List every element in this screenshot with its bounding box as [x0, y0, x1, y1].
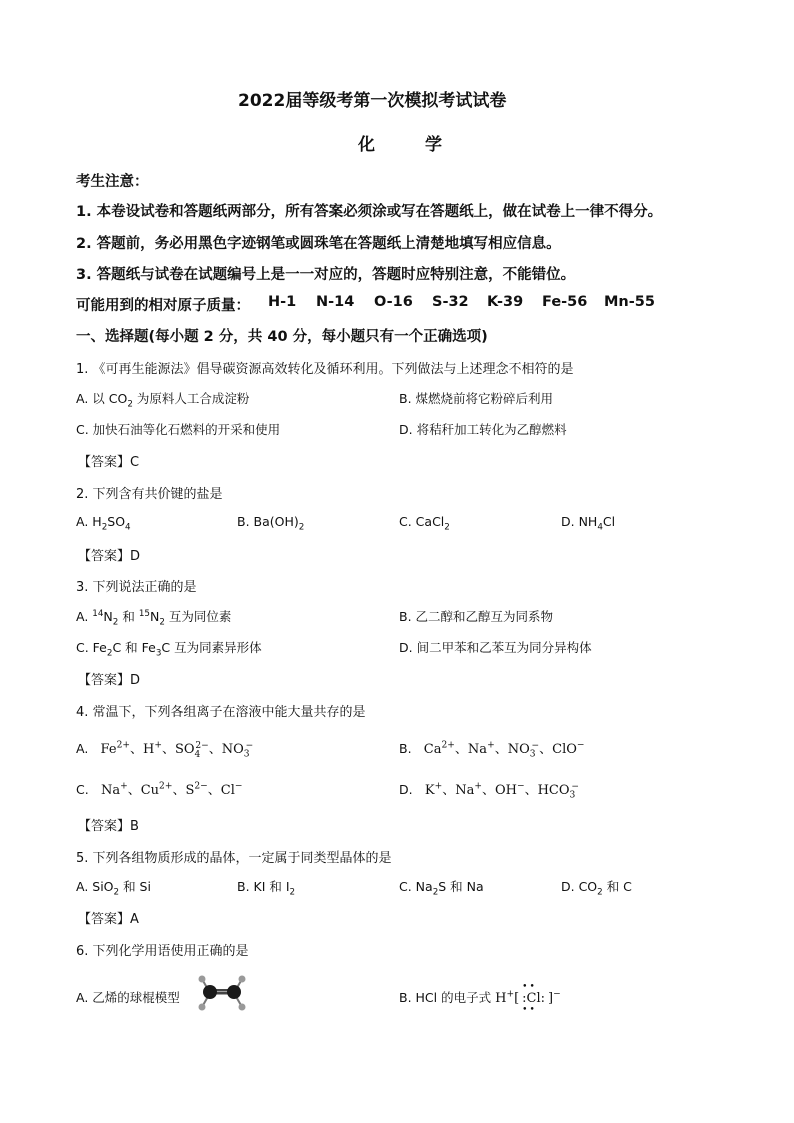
- question-4-answer: 【答案】B: [78, 819, 139, 834]
- question-1-option-c: C. 加快石油等化石燃料的开采和使用: [76, 422, 281, 437]
- question-5-answer: 【答案】A: [78, 912, 139, 927]
- notice-heading: 考生注意：: [76, 174, 149, 190]
- atomic-mass-mn: Mn-55: [604, 294, 655, 310]
- atomic-mass-k: K-39: [487, 294, 524, 310]
- page-title: 2022届等级考第一次模拟考试试卷: [238, 91, 507, 111]
- question-3-option-d: D. 间二甲苯和乙苯互为同分异构体: [399, 640, 592, 655]
- question-5-option-a: A. SiO$_2$ 和 Si: [76, 879, 151, 898]
- question-1-option-a: A. 以 $CO_2$ 为原料人工合成淀粉: [76, 391, 250, 410]
- question-2-option-c: C. CaCl$_2$: [399, 514, 450, 533]
- subject-char-2: 学: [425, 135, 442, 155]
- question-5-option-d: D. $CO_2$ 和 C: [561, 879, 632, 898]
- question-3-option-a: A. $^{14}N_2$ 和 $^{15}N_2$ 互为同位素: [76, 608, 232, 628]
- atomic-mass-fe: Fe-56: [542, 294, 588, 310]
- question-1-stem: 1. 《可再生能源法》倡导碳资源高效转化及循环利用。下列做法与上述理念不相符的是: [76, 362, 574, 377]
- question-3-stem: 3. 下列说法正确的是: [76, 580, 197, 595]
- atomic-mass-o: O-16: [374, 294, 413, 310]
- question-2-option-a: A. $H_2SO_4$: [76, 514, 131, 533]
- section-heading: 一、选择题(每小题 2 分，共 40 分，每小题只有一个正确选项): [76, 329, 488, 345]
- notice-3: 3. 答题纸与试卷在试题编号上是一一对应的，答题时应特别注意，不能错位。: [76, 267, 576, 283]
- question-6-option-b: B. HCl 的电子式 H+[ •• :Cl: •• ]−: [399, 982, 561, 1015]
- question-4-option-d: D. K+、Na+、OH−、$HCO_3^-$: [399, 781, 579, 801]
- atomic-mass-h: H-1: [268, 294, 297, 310]
- subject-char-1: 化: [358, 135, 375, 155]
- question-6-option-a: A. 乙烯的球棍模型: [76, 990, 180, 1005]
- ethylene-ball-stick-icon: [196, 972, 248, 1014]
- notice-2: 2. 答题前，务必用黑色字迹钢笔或圆珠笔在答题纸上清楚地填写相应信息。: [76, 236, 561, 252]
- question-1-answer: 【答案】C: [78, 455, 140, 470]
- question-2-option-b: B. $Ba(OH)_2$: [237, 514, 305, 533]
- question-3-option-b: B. 乙二醇和乙醇互为同系物: [399, 609, 554, 624]
- question-4-option-b: B. $Ca^{2+}$、Na+、$NO_3^-$、ClO−: [399, 740, 585, 760]
- atomic-mass-n: N-14: [316, 294, 355, 310]
- question-5-stem: 5. 下列各组物质形成的晶体，一定属于同类型晶体的是: [76, 851, 392, 866]
- atomic-mass-s: S-32: [432, 294, 469, 310]
- question-1-option-b: B. 煤燃烧前将它粉碎后利用: [399, 391, 554, 406]
- question-2-option-d: D. $NH_4Cl$: [561, 514, 616, 533]
- question-2-stem: 2. 下列含有共价键的盐是: [76, 487, 223, 502]
- atomic-mass-label: 可能用到的相对原子质量：: [76, 298, 250, 314]
- question-2-answer: 【答案】D: [78, 549, 141, 564]
- question-4-stem: 4. 常温下，下列各组离子在溶液中能大量共存的是: [76, 705, 366, 720]
- question-3-answer: 【答案】D: [78, 673, 141, 688]
- question-6-stem: 6. 下列化学用语使用正确的是: [76, 944, 249, 959]
- question-3-option-c: C. $Fe_2C$ 和 $Fe_3C$ 互为同素异形体: [76, 640, 262, 659]
- question-5-option-b: B. KI 和 $I_2$: [237, 879, 296, 898]
- question-1-option-d: D. 将秸秆加工转化为乙醇燃料: [399, 422, 567, 437]
- notice-1: 1. 本卷设试卷和答题纸两部分，所有答案必须涂或写在答题纸上，做在试卷上一律不得分。: [76, 204, 663, 220]
- question-4-option-c: C. Na+、$Cu^{2+}$、$S^{2-}$、Cl−: [76, 781, 243, 798]
- question-4-option-a: A. $Fe^{2+}$、H+、$SO_4^{2-}$、$NO_3^-$: [76, 740, 254, 760]
- question-5-option-c: C. $Na_2S$ 和 Na: [399, 879, 484, 898]
